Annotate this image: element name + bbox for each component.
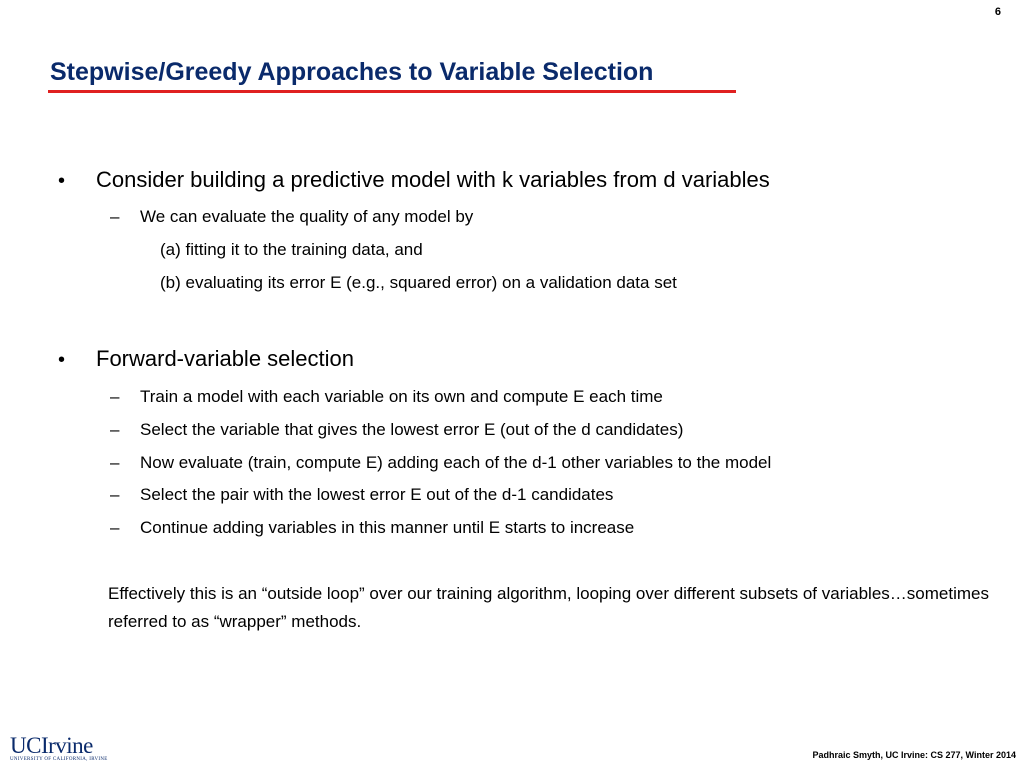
sub-bullet-text: Now evaluate (train, compute E) adding each of the d-1 other variables to the model xyxy=(140,453,772,472)
slide-title: Stepwise/Greedy Approaches to Variable Selection xyxy=(50,58,654,86)
bullet-item xyxy=(58,167,770,193)
sub-bullet-text: We can evaluate the quality of any model by xyxy=(140,207,474,226)
slide-number: 6 xyxy=(994,6,1001,18)
dash-marker: – xyxy=(110,453,120,472)
bullet-text: Consider building a predictive model with k variables from d variables xyxy=(96,167,770,192)
sub-bullet-item xyxy=(110,420,683,440)
sub-bullet-item xyxy=(110,453,771,473)
indented-line: (a) fitting it to the training data, and xyxy=(160,240,423,259)
footer-credit: Padhraic Smyth, UC Irvine: CS 277, Winter 2014 xyxy=(812,750,1016,760)
bullet-dot: • xyxy=(58,349,66,371)
sub-bullet-text: Select the pair with the lowest error E out of the d-1 candidates xyxy=(140,485,614,504)
sub-bullet-item xyxy=(110,485,613,505)
sub-bullet-text: Train a model with each variable on its own and compute E each time xyxy=(140,387,663,406)
ucirvine-logo xyxy=(10,733,108,762)
title-underline xyxy=(48,90,736,93)
bullet-dot: • xyxy=(58,170,66,192)
summary-paragraph: Effectively this is an “outside loop” over our training algorithm, looping over different subsets of variables…sometimes referred to as “wrapper” methods. xyxy=(108,584,989,631)
dash-marker: – xyxy=(110,207,120,226)
sub-bullet-text: Continue adding variables in this manner until E starts to increase xyxy=(140,518,635,537)
logo-subtitle: UNIVERSITY OF CALIFORNIA, IRVINE xyxy=(10,757,108,762)
dash-marker: – xyxy=(110,420,120,439)
dash-marker: – xyxy=(110,518,120,537)
bullet-item xyxy=(58,346,354,372)
logo-wordmark: UCIrvine xyxy=(10,733,93,758)
indented-line: (b) evaluating its error E (e.g., squared error) on a validation data set xyxy=(160,273,677,292)
sub-bullet-text: Select the variable that gives the lowest error E (out of the d candidates) xyxy=(140,420,684,439)
dash-marker: – xyxy=(110,485,120,504)
dash-marker: – xyxy=(110,387,120,406)
bullet-text: Forward-variable selection xyxy=(96,346,354,371)
sub-bullet-item xyxy=(110,207,473,227)
sub-bullet-item xyxy=(110,518,634,538)
sub-bullet-item xyxy=(110,387,663,407)
